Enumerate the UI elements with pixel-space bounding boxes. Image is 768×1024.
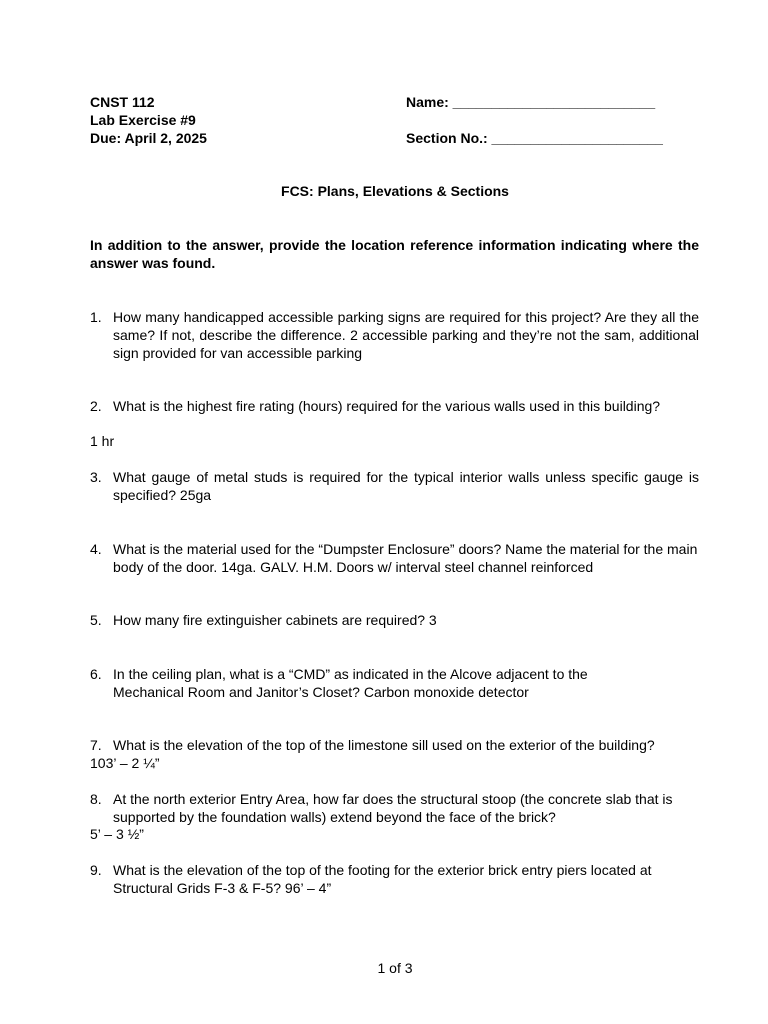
question-7: [90, 736, 699, 754]
page-title: FCS: Plans, Elevations & Sections: [281, 183, 509, 199]
student-info: [406, 93, 663, 147]
question-5: [90, 611, 699, 629]
question-8: [90, 790, 699, 826]
question-text: At the north exterior Entry Area, how far does the structural stoop (the concrete slab that is supported by the foundation walls) extend beyond the face of the brick?: [113, 791, 673, 825]
page-number: 1 of 3: [377, 960, 413, 976]
question-text: How many handicapped accessible parking signs are required for this project? Are they all the same? If not, describe the difference. 2 accessible parking and they’re not the sam, additional sign provided for van accessible parking: [113, 309, 699, 361]
question-number: 3.: [90, 469, 102, 485]
instructions: In addition to the answer, provide the location reference information indicating where the answer was found.: [90, 237, 699, 271]
question-text: What is the material used for the “Dumpster Enclosure” doors? Name the material for the main body of the door. 14ga. GALV. H.M. Doors w/ interval steel channel reinforced: [113, 541, 698, 575]
question-3: [90, 468, 699, 504]
question-number: 9.: [90, 862, 102, 878]
question-text: What gauge of metal studs is required for the typical interior walls unless specific gauge is specified? 25ga: [113, 469, 699, 503]
course-code: CNST 112: [90, 94, 155, 110]
question-number: 1.: [90, 309, 102, 325]
name-field[interactable]: Name: __________________________: [406, 94, 656, 110]
question-2: [90, 397, 699, 415]
question-number: 7.: [90, 737, 102, 753]
question-number: 8.: [90, 791, 102, 807]
question-4: [90, 540, 699, 576]
question-number: 6.: [90, 666, 102, 682]
question-6: [90, 665, 699, 701]
due-date: Due: April 2, 2025: [90, 130, 207, 146]
course-header: [90, 93, 207, 147]
answer-2: 1 hr: [90, 433, 115, 449]
answer-8: 5’ – 3 ½”: [90, 826, 144, 842]
answer-7: 103’ – 2 ¼”: [90, 755, 160, 771]
question-text: What is the elevation of the top of the footing for the exterior brick entry piers located at Structural Grids F-3 & F-5? 96’ – 4”: [113, 862, 652, 896]
question-number: 2.: [90, 398, 102, 414]
question-text: In the ceiling plan, what is a “CMD” as indicated in the Alcove adjacent to the Mechanical Room and Janitor’s Closet? Carbon monoxide detector: [113, 666, 588, 700]
question-text: What is the elevation of the top of the limestone sill used on the exterior of the building?: [113, 737, 655, 753]
question-9: [90, 861, 699, 897]
question-1: [90, 308, 699, 362]
question-number: 5.: [90, 612, 102, 628]
question-number: 4.: [90, 541, 102, 557]
section-field[interactable]: Section No.: ______________________: [406, 130, 663, 146]
exercise-number: Lab Exercise #9: [90, 112, 196, 128]
question-text: How many fire extinguisher cabinets are required? 3: [113, 612, 437, 628]
question-text: What is the highest fire rating (hours) required for the various walls used in this building?: [113, 398, 661, 414]
